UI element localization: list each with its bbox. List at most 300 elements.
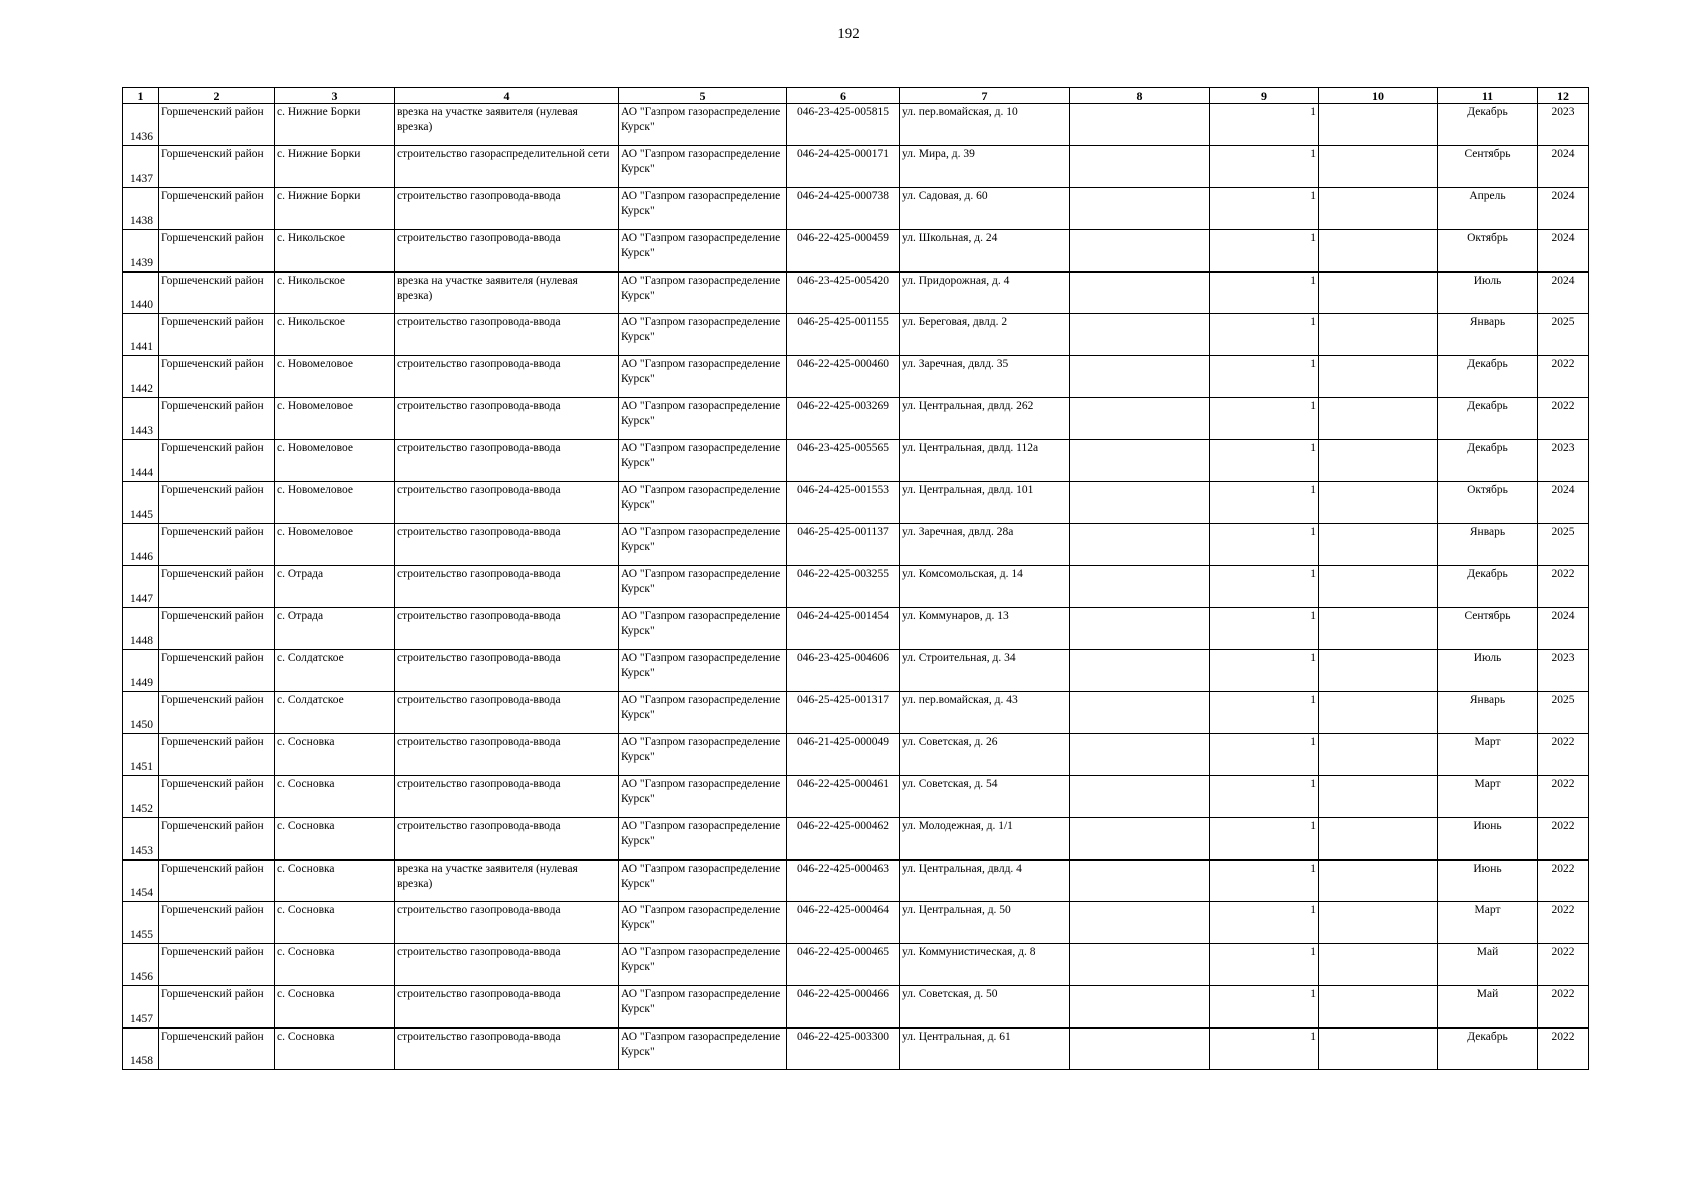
column-header-1: 1: [123, 88, 159, 104]
cell-year: 2022: [1538, 986, 1589, 1028]
cell-work-type: строительство газопровода-ввода: [395, 902, 619, 944]
cell-address: ул. Школьная, д. 24: [900, 230, 1070, 272]
cell-organization: АО "Газпром газораспределение Курск": [619, 902, 787, 944]
cell-settlement: с. Сосновка: [275, 944, 395, 986]
cell-col-10: [1319, 566, 1438, 608]
cell-col-10: [1319, 734, 1438, 776]
table-row: [123, 188, 1589, 230]
cell-quantity: 1: [1210, 188, 1319, 230]
cell-application-number: 046-22-425-000462: [787, 818, 900, 860]
cell-col-10: [1319, 398, 1438, 440]
cell-district: Горшеченский район: [159, 986, 275, 1028]
cell-application-number: 046-23-425-005420: [787, 272, 900, 314]
cell-district: Горшеченский район: [159, 188, 275, 230]
cell-organization: АО "Газпром газораспределение Курск": [619, 776, 787, 818]
cell-settlement: с. Отрада: [275, 608, 395, 650]
cell-application-number: 046-22-425-000466: [787, 986, 900, 1028]
cell-organization: АО "Газпром газораспределение Курск": [619, 818, 787, 860]
cell-row-number: 1449: [123, 650, 159, 692]
cell-year: 2023: [1538, 440, 1589, 482]
cell-organization: АО "Газпром газораспределение Курск": [619, 146, 787, 188]
cell-settlement: с. Солдатское: [275, 650, 395, 692]
table-body: [123, 104, 1589, 1070]
cell-col-8: [1070, 314, 1210, 356]
cell-col-8: [1070, 440, 1210, 482]
cell-organization: АО "Газпром газораспределение Курск": [619, 734, 787, 776]
cell-row-number: 1447: [123, 566, 159, 608]
table-row: [123, 398, 1589, 440]
cell-district: Горшеченский район: [159, 944, 275, 986]
cell-application-number: 046-22-425-000465: [787, 944, 900, 986]
cell-col-10: [1319, 272, 1438, 314]
cell-row-number: 1444: [123, 440, 159, 482]
cell-work-type: строительство газопровода-ввода: [395, 440, 619, 482]
cell-col-8: [1070, 860, 1210, 902]
cell-col-8: [1070, 524, 1210, 566]
cell-settlement: с. Отрада: [275, 566, 395, 608]
cell-quantity: 1: [1210, 692, 1319, 734]
cell-month: Январь: [1438, 692, 1538, 734]
cell-row-number: 1445: [123, 482, 159, 524]
cell-quantity: 1: [1210, 356, 1319, 398]
table-row: [123, 860, 1589, 902]
cell-address: ул. пер.вомайская, д. 10: [900, 104, 1070, 146]
cell-col-8: [1070, 734, 1210, 776]
cell-district: Горшеченский район: [159, 818, 275, 860]
cell-address: ул. Комсомольская, д. 14: [900, 566, 1070, 608]
column-header-8: 8: [1070, 88, 1210, 104]
table-row: [123, 776, 1589, 818]
cell-settlement: с. Сосновка: [275, 776, 395, 818]
cell-month: Апрель: [1438, 188, 1538, 230]
cell-row-number: 1437: [123, 146, 159, 188]
cell-row-number: 1453: [123, 818, 159, 860]
cell-work-type: строительство газопровода-ввода: [395, 356, 619, 398]
cell-work-type: строительство газопровода-ввода: [395, 608, 619, 650]
cell-address: ул. Строительная, д. 34: [900, 650, 1070, 692]
cell-row-number: 1456: [123, 944, 159, 986]
cell-district: Горшеченский район: [159, 398, 275, 440]
cell-work-type: строительство газопровода-ввода: [395, 314, 619, 356]
header-row: [123, 88, 1589, 104]
cell-district: Горшеченский район: [159, 356, 275, 398]
cell-district: Горшеченский район: [159, 1028, 275, 1070]
cell-address: ул. Заречная, двлд. 35: [900, 356, 1070, 398]
cell-col-8: [1070, 650, 1210, 692]
cell-settlement: с. Солдатское: [275, 692, 395, 734]
cell-address: ул. Мира, д. 39: [900, 146, 1070, 188]
table-row: [123, 104, 1589, 146]
table-row: [123, 986, 1589, 1028]
cell-settlement: с. Сосновка: [275, 986, 395, 1028]
cell-application-number: 046-25-425-001137: [787, 524, 900, 566]
cell-work-type: строительство газопровода-ввода: [395, 566, 619, 608]
cell-month: Сентябрь: [1438, 146, 1538, 188]
cell-month: Сентябрь: [1438, 608, 1538, 650]
cell-quantity: 1: [1210, 860, 1319, 902]
cell-work-type: строительство газопровода-ввода: [395, 734, 619, 776]
cell-col-8: [1070, 986, 1210, 1028]
cell-year: 2025: [1538, 524, 1589, 566]
cell-row-number: 1458: [123, 1028, 159, 1070]
cell-col-10: [1319, 986, 1438, 1028]
cell-col-10: [1319, 104, 1438, 146]
table-row: [123, 524, 1589, 566]
cell-application-number: 046-24-425-000171: [787, 146, 900, 188]
cell-col-10: [1319, 608, 1438, 650]
cell-col-8: [1070, 1028, 1210, 1070]
cell-address: ул. пер.вомайская, д. 43: [900, 692, 1070, 734]
cell-application-number: 046-22-425-000460: [787, 356, 900, 398]
cell-row-number: 1454: [123, 860, 159, 902]
cell-application-number: 046-23-425-005565: [787, 440, 900, 482]
cell-application-number: 046-22-425-000461: [787, 776, 900, 818]
cell-address: ул. Придорожная, д. 4: [900, 272, 1070, 314]
cell-month: Октябрь: [1438, 230, 1538, 272]
cell-col-10: [1319, 482, 1438, 524]
cell-address: ул. Коммунистическая, д. 8: [900, 944, 1070, 986]
table-row: [123, 734, 1589, 776]
cell-month: Декабрь: [1438, 440, 1538, 482]
cell-month: Декабрь: [1438, 104, 1538, 146]
column-header-7: 7: [900, 88, 1070, 104]
cell-work-type: врезка на участке заявителя (нулевая врезка): [395, 104, 619, 146]
cell-settlement: с. Сосновка: [275, 902, 395, 944]
cell-work-type: строительство газопровода-ввода: [395, 818, 619, 860]
cell-district: Горшеченский район: [159, 482, 275, 524]
cell-work-type: врезка на участке заявителя (нулевая врезка): [395, 860, 619, 902]
cell-quantity: 1: [1210, 734, 1319, 776]
cell-application-number: 046-24-425-000738: [787, 188, 900, 230]
cell-work-type: строительство газопровода-ввода: [395, 650, 619, 692]
cell-organization: АО "Газпром газораспределение Курск": [619, 356, 787, 398]
cell-month: Май: [1438, 944, 1538, 986]
cell-address: ул. Молодежная, д. 1/1: [900, 818, 1070, 860]
table-row: [123, 482, 1589, 524]
cell-work-type: строительство газопровода-ввода: [395, 524, 619, 566]
cell-year: 2023: [1538, 104, 1589, 146]
cell-col-8: [1070, 482, 1210, 524]
column-header-12: 12: [1538, 88, 1589, 104]
cell-work-type: строительство газопровода-ввода: [395, 230, 619, 272]
cell-month: Июнь: [1438, 860, 1538, 902]
cell-col-10: [1319, 356, 1438, 398]
cell-settlement: с. Новомеловое: [275, 440, 395, 482]
cell-organization: АО "Газпром газораспределение Курск": [619, 482, 787, 524]
cell-col-10: [1319, 230, 1438, 272]
cell-application-number: 046-24-425-001553: [787, 482, 900, 524]
cell-address: ул. Центральная, д. 61: [900, 1028, 1070, 1070]
cell-col-8: [1070, 608, 1210, 650]
cell-quantity: 1: [1210, 1028, 1319, 1070]
cell-col-8: [1070, 398, 1210, 440]
cell-application-number: 046-23-425-005815: [787, 104, 900, 146]
cell-district: Горшеченский район: [159, 272, 275, 314]
cell-settlement: с. Нижние Борки: [275, 146, 395, 188]
cell-work-type: строительство газопровода-ввода: [395, 986, 619, 1028]
cell-month: Май: [1438, 986, 1538, 1028]
cell-col-10: [1319, 902, 1438, 944]
cell-row-number: 1446: [123, 524, 159, 566]
cell-col-8: [1070, 188, 1210, 230]
cell-col-8: [1070, 902, 1210, 944]
cell-month: Декабрь: [1438, 566, 1538, 608]
table-row: [123, 440, 1589, 482]
cell-settlement: с. Новомеловое: [275, 524, 395, 566]
column-header-10: 10: [1319, 88, 1438, 104]
cell-organization: АО "Газпром газораспределение Курск": [619, 398, 787, 440]
column-header-11: 11: [1438, 88, 1538, 104]
cell-month: Октябрь: [1438, 482, 1538, 524]
cell-organization: АО "Газпром газораспределение Курск": [619, 566, 787, 608]
cell-year: 2022: [1538, 356, 1589, 398]
cell-row-number: 1450: [123, 692, 159, 734]
cell-row-number: 1457: [123, 986, 159, 1028]
cell-row-number: 1451: [123, 734, 159, 776]
cell-year: 2022: [1538, 944, 1589, 986]
cell-row-number: 1436: [123, 104, 159, 146]
table-row: [123, 944, 1589, 986]
cell-application-number: 046-21-425-000049: [787, 734, 900, 776]
cell-work-type: строительство газопровода-ввода: [395, 1028, 619, 1070]
column-header-2: 2: [159, 88, 275, 104]
cell-year: 2024: [1538, 482, 1589, 524]
cell-settlement: с. Сосновка: [275, 818, 395, 860]
cell-month: Июль: [1438, 650, 1538, 692]
cell-district: Горшеченский район: [159, 230, 275, 272]
cell-organization: АО "Газпром газораспределение Курск": [619, 314, 787, 356]
cell-address: ул. Заречная, двлд. 28а: [900, 524, 1070, 566]
cell-organization: АО "Газпром газораспределение Курск": [619, 524, 787, 566]
cell-row-number: 1448: [123, 608, 159, 650]
table-row: [123, 356, 1589, 398]
cell-work-type: строительство газопровода-ввода: [395, 482, 619, 524]
cell-col-8: [1070, 776, 1210, 818]
cell-quantity: 1: [1210, 482, 1319, 524]
registry-table: [122, 87, 1589, 1070]
cell-year: 2022: [1538, 860, 1589, 902]
cell-month: Декабрь: [1438, 1028, 1538, 1070]
cell-work-type: строительство газопровода-ввода: [395, 944, 619, 986]
cell-col-10: [1319, 524, 1438, 566]
cell-district: Горшеченский район: [159, 440, 275, 482]
cell-application-number: 046-22-425-000463: [787, 860, 900, 902]
cell-quantity: 1: [1210, 818, 1319, 860]
column-header-6: 6: [787, 88, 900, 104]
table-row: [123, 650, 1589, 692]
cell-col-10: [1319, 188, 1438, 230]
cell-settlement: с. Сосновка: [275, 1028, 395, 1070]
cell-settlement: с. Новомеловое: [275, 482, 395, 524]
cell-district: Горшеченский район: [159, 314, 275, 356]
cell-address: ул. Садовая, д. 60: [900, 188, 1070, 230]
cell-organization: АО "Газпром газораспределение Курск": [619, 944, 787, 986]
cell-application-number: 046-22-425-003300: [787, 1028, 900, 1070]
cell-work-type: врезка на участке заявителя (нулевая врезка): [395, 272, 619, 314]
table-row: [123, 1028, 1589, 1070]
cell-month: Март: [1438, 902, 1538, 944]
cell-year: 2024: [1538, 188, 1589, 230]
cell-organization: АО "Газпром газораспределение Курск": [619, 104, 787, 146]
cell-row-number: 1438: [123, 188, 159, 230]
table-row: [123, 314, 1589, 356]
cell-col-10: [1319, 1028, 1438, 1070]
cell-quantity: 1: [1210, 398, 1319, 440]
table-row: [123, 692, 1589, 734]
cell-district: Горшеченский район: [159, 524, 275, 566]
table-header: [123, 88, 1589, 104]
cell-col-8: [1070, 818, 1210, 860]
table-row: [123, 272, 1589, 314]
cell-address: ул. Коммунаров, д. 13: [900, 608, 1070, 650]
cell-quantity: 1: [1210, 776, 1319, 818]
cell-quantity: 1: [1210, 650, 1319, 692]
cell-district: Горшеченский район: [159, 860, 275, 902]
cell-organization: АО "Газпром газораспределение Курск": [619, 692, 787, 734]
cell-application-number: 046-23-425-004606: [787, 650, 900, 692]
cell-address: ул. Центральная, двлд. 262: [900, 398, 1070, 440]
cell-address: ул. Центральная, д. 50: [900, 902, 1070, 944]
cell-col-10: [1319, 860, 1438, 902]
cell-col-10: [1319, 146, 1438, 188]
cell-col-10: [1319, 776, 1438, 818]
cell-row-number: 1440: [123, 272, 159, 314]
cell-settlement: с. Новомеловое: [275, 398, 395, 440]
table-row: [123, 230, 1589, 272]
table-row: [123, 818, 1589, 860]
cell-row-number: 1452: [123, 776, 159, 818]
cell-year: 2022: [1538, 1028, 1589, 1070]
cell-quantity: 1: [1210, 272, 1319, 314]
cell-organization: АО "Газпром газораспределение Курск": [619, 860, 787, 902]
cell-organization: АО "Газпром газораспределение Курск": [619, 440, 787, 482]
cell-col-8: [1070, 272, 1210, 314]
cell-application-number: 046-22-425-000459: [787, 230, 900, 272]
cell-application-number: 046-25-425-001317: [787, 692, 900, 734]
cell-address: ул. Советская, д. 54: [900, 776, 1070, 818]
cell-col-8: [1070, 944, 1210, 986]
cell-settlement: с. Сосновка: [275, 734, 395, 776]
page-number: 192: [837, 26, 860, 42]
cell-month: Март: [1438, 734, 1538, 776]
cell-organization: АО "Газпром газораспределение Курск": [619, 608, 787, 650]
cell-quantity: 1: [1210, 902, 1319, 944]
cell-col-8: [1070, 146, 1210, 188]
cell-row-number: 1439: [123, 230, 159, 272]
column-header-9: 9: [1210, 88, 1319, 104]
cell-month: Июнь: [1438, 818, 1538, 860]
column-header-3: 3: [275, 88, 395, 104]
cell-organization: АО "Газпром газораспределение Курск": [619, 650, 787, 692]
cell-work-type: строительство газораспределительной сети: [395, 146, 619, 188]
cell-col-8: [1070, 692, 1210, 734]
cell-year: 2025: [1538, 314, 1589, 356]
cell-year: 2022: [1538, 566, 1589, 608]
cell-organization: АО "Газпром газораспределение Курск": [619, 188, 787, 230]
cell-month: Декабрь: [1438, 398, 1538, 440]
cell-quantity: 1: [1210, 146, 1319, 188]
table-row: [123, 902, 1589, 944]
table-row: [123, 608, 1589, 650]
cell-col-8: [1070, 230, 1210, 272]
cell-quantity: 1: [1210, 944, 1319, 986]
cell-year: 2022: [1538, 734, 1589, 776]
cell-address: ул. Центральная, двлд. 112а: [900, 440, 1070, 482]
cell-district: Горшеченский район: [159, 734, 275, 776]
cell-month: Декабрь: [1438, 356, 1538, 398]
cell-settlement: с. Никольское: [275, 272, 395, 314]
cell-organization: АО "Газпром газораспределение Курск": [619, 986, 787, 1028]
cell-year: 2022: [1538, 902, 1589, 944]
cell-row-number: 1442: [123, 356, 159, 398]
cell-col-8: [1070, 104, 1210, 146]
cell-settlement: с. Никольское: [275, 314, 395, 356]
cell-application-number: 046-25-425-001155: [787, 314, 900, 356]
cell-month: Июль: [1438, 272, 1538, 314]
column-header-5: 5: [619, 88, 787, 104]
cell-year: 2023: [1538, 650, 1589, 692]
cell-col-10: [1319, 818, 1438, 860]
cell-work-type: строительство газопровода-ввода: [395, 776, 619, 818]
cell-month: Январь: [1438, 524, 1538, 566]
cell-address: ул. Центральная, двлд. 101: [900, 482, 1070, 524]
cell-settlement: с. Нижние Борки: [275, 188, 395, 230]
cell-month: Январь: [1438, 314, 1538, 356]
cell-year: 2022: [1538, 818, 1589, 860]
table-row: [123, 566, 1589, 608]
cell-row-number: 1443: [123, 398, 159, 440]
cell-col-8: [1070, 356, 1210, 398]
cell-year: 2024: [1538, 230, 1589, 272]
cell-application-number: 046-24-425-001454: [787, 608, 900, 650]
cell-settlement: с. Нижние Борки: [275, 104, 395, 146]
cell-year: 2022: [1538, 776, 1589, 818]
cell-work-type: строительство газопровода-ввода: [395, 398, 619, 440]
cell-year: 2024: [1538, 608, 1589, 650]
cell-district: Горшеченский район: [159, 902, 275, 944]
cell-col-8: [1070, 566, 1210, 608]
cell-row-number: 1455: [123, 902, 159, 944]
cell-address: ул. Береговая, двлд. 2: [900, 314, 1070, 356]
cell-year: 2022: [1538, 398, 1589, 440]
cell-address: ул. Центральная, двлд. 4: [900, 860, 1070, 902]
cell-col-10: [1319, 692, 1438, 734]
cell-month: Март: [1438, 776, 1538, 818]
table-row: [123, 146, 1589, 188]
column-header-4: 4: [395, 88, 619, 104]
cell-quantity: 1: [1210, 566, 1319, 608]
cell-col-10: [1319, 650, 1438, 692]
cell-application-number: 046-22-425-003269: [787, 398, 900, 440]
cell-district: Горшеченский район: [159, 608, 275, 650]
cell-settlement: с. Никольское: [275, 230, 395, 272]
cell-address: ул. Советская, д. 26: [900, 734, 1070, 776]
cell-application-number: 046-22-425-003255: [787, 566, 900, 608]
cell-organization: АО "Газпром газораспределение Курск": [619, 230, 787, 272]
cell-work-type: строительство газопровода-ввода: [395, 692, 619, 734]
cell-application-number: 046-22-425-000464: [787, 902, 900, 944]
cell-quantity: 1: [1210, 524, 1319, 566]
cell-address: ул. Советская, д. 50: [900, 986, 1070, 1028]
cell-district: Горшеченский район: [159, 566, 275, 608]
cell-quantity: 1: [1210, 230, 1319, 272]
cell-quantity: 1: [1210, 440, 1319, 482]
cell-settlement: с. Новомеловое: [275, 356, 395, 398]
cell-quantity: 1: [1210, 314, 1319, 356]
cell-district: Горшеченский район: [159, 650, 275, 692]
cell-col-10: [1319, 314, 1438, 356]
cell-quantity: 1: [1210, 608, 1319, 650]
